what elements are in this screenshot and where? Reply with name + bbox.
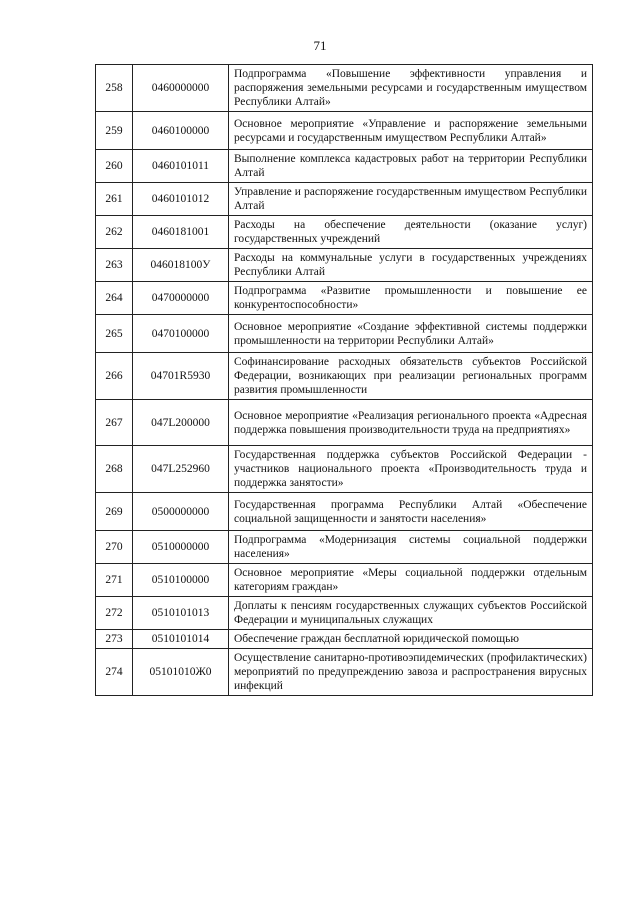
table-row <box>96 65 593 112</box>
table-row <box>96 597 593 630</box>
row-number-cell: 260 <box>96 150 133 183</box>
table-body <box>96 65 593 696</box>
expense-name-cell: Управление и распоряжение государственным имуществом Республики Алтай <box>229 183 593 216</box>
expense-name-cell: Государственная программа Республики Алтай «Обеспечение социальной защищенности и занятости населения» <box>229 493 593 531</box>
row-number-cell: 274 <box>96 649 133 696</box>
row-number-cell: 264 <box>96 282 133 315</box>
classification-code-cell: 0460100000 <box>133 112 229 150</box>
expense-name-cell: Расходы на обеспечение деятельности (оказание услуг) государственных учреждений <box>229 216 593 249</box>
table-row <box>96 531 593 564</box>
expense-name-cell: Основное мероприятие «Реализация регионального проекта «Адресная поддержка повышения производительности труда на предприятиях» <box>229 400 593 446</box>
row-number-cell: 270 <box>96 531 133 564</box>
table-row <box>96 249 593 282</box>
row-number-cell: 259 <box>96 112 133 150</box>
expense-name-cell: Доплаты к пенсиям государственных служащих субъектов Российской Федерации и муниципальных служащих <box>229 597 593 630</box>
classification-code-cell: 0460101011 <box>133 150 229 183</box>
table-row <box>96 112 593 150</box>
expense-name-cell: Софинансирование расходных обязательств субъектов Российской Федерации, возникающих при реализации региональных программ развития промышленности <box>229 353 593 400</box>
table-row <box>96 150 593 183</box>
row-number-cell: 271 <box>96 564 133 597</box>
table-row <box>96 400 593 446</box>
classification-code-cell: 0510101014 <box>133 630 229 649</box>
row-number-cell: 268 <box>96 446 133 493</box>
classification-code-cell: 05101010Ж0 <box>133 649 229 696</box>
expense-name-cell: Выполнение комплекса кадастровых работ на территории Республики Алтай <box>229 150 593 183</box>
classification-code-cell: 0510101013 <box>133 597 229 630</box>
row-number-cell: 266 <box>96 353 133 400</box>
row-number-cell: 267 <box>96 400 133 446</box>
expense-name-cell: Основное мероприятие «Создание эффективной системы поддержки промышленности на территории Республики Алтай» <box>229 315 593 353</box>
expense-name-cell: Подпрограмма «Повышение эффективности управления и распоряжения земельными ресурсами и государственным имуществом Республики Алтай» <box>229 65 593 112</box>
row-number-cell: 272 <box>96 597 133 630</box>
classification-code-cell: 0460000000 <box>133 65 229 112</box>
classification-code-cell: 046018100У <box>133 249 229 282</box>
table-row <box>96 564 593 597</box>
expense-name-cell: Основное мероприятие «Управление и распоряжение земельными ресурсами и государственным имуществом Республики Алтай» <box>229 112 593 150</box>
classification-code-cell: 0470000000 <box>133 282 229 315</box>
expense-name-cell: Обеспечение граждан бесплатной юридической помощью <box>229 630 593 649</box>
classification-code-cell: 0460181001 <box>133 216 229 249</box>
table-row <box>96 216 593 249</box>
table-row <box>96 446 593 493</box>
table-row <box>96 630 593 649</box>
row-number-cell: 262 <box>96 216 133 249</box>
expense-name-cell: Подпрограмма «Модернизация системы социальной поддержки населения» <box>229 531 593 564</box>
row-number-cell: 269 <box>96 493 133 531</box>
classification-code-cell: 0460101012 <box>133 183 229 216</box>
expense-name-cell: Основное мероприятие «Меры социальной поддержки отдельным категориям граждан» <box>229 564 593 597</box>
expense-name-cell: Расходы на коммунальные услуги в государственных учреждениях Республики Алтай <box>229 249 593 282</box>
table-row <box>96 282 593 315</box>
classification-code-cell: 0500000000 <box>133 493 229 531</box>
classification-code-cell: 047L252960 <box>133 446 229 493</box>
table-row <box>96 183 593 216</box>
classification-code-cell: 04701R5930 <box>133 353 229 400</box>
expense-name-cell: Подпрограмма «Развитие промышленности и повышение ее конкурентоспособности» <box>229 282 593 315</box>
classification-code-cell: 0510100000 <box>133 564 229 597</box>
classification-code-cell: 0510000000 <box>133 531 229 564</box>
table-row <box>96 315 593 353</box>
row-number-cell: 273 <box>96 630 133 649</box>
page-number: 71 <box>313 38 327 53</box>
classification-code-cell: 0470100000 <box>133 315 229 353</box>
budget-classification-table <box>95 64 593 696</box>
row-number-cell: 263 <box>96 249 133 282</box>
table-row <box>96 353 593 400</box>
row-number-cell: 265 <box>96 315 133 353</box>
expense-name-cell: Осуществление санитарно-противоэпидемических (профилактических) мероприятий по предупреждению завоза и распространения вирусных инфекций <box>229 649 593 696</box>
row-number-cell: 261 <box>96 183 133 216</box>
row-number-cell: 258 <box>96 65 133 112</box>
table-row <box>96 493 593 531</box>
classification-code-cell: 047L200000 <box>133 400 229 446</box>
table-row <box>96 649 593 696</box>
expense-name-cell: Государственная поддержка субъектов Российской Федерации - участников национального проекта «Производительность труда и поддержка занятости» <box>229 446 593 493</box>
